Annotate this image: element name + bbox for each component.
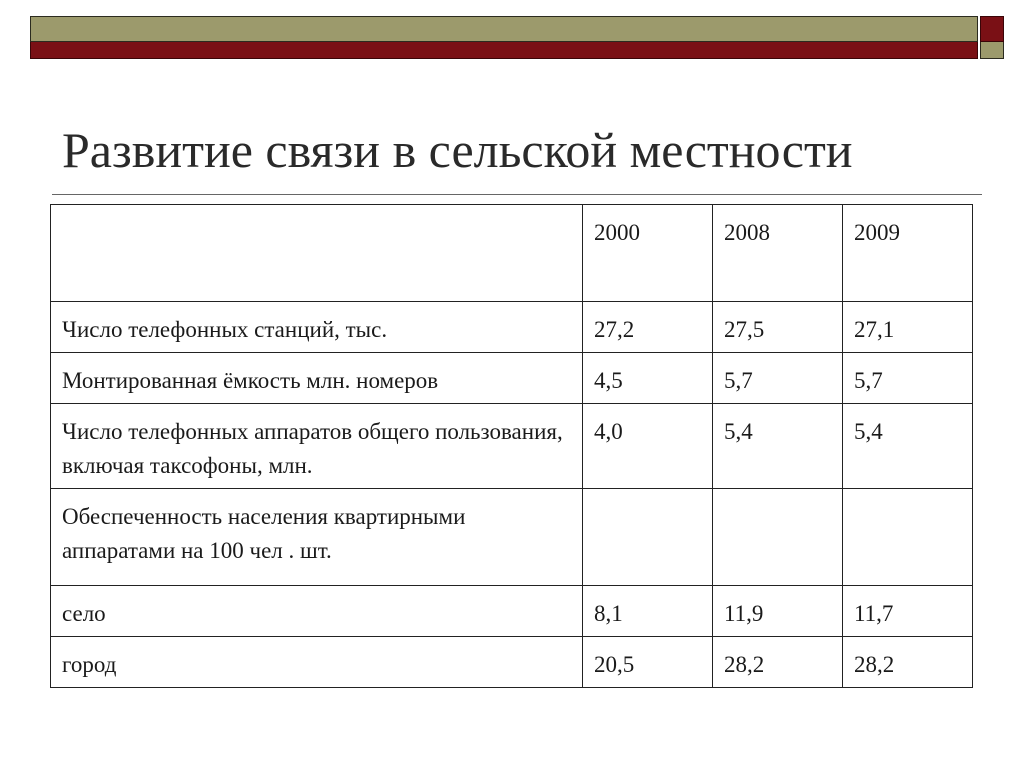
cell-value — [843, 489, 973, 586]
cell-value: 5,7 — [843, 353, 973, 404]
row-label: Число телефонных станций, тыс. — [51, 302, 583, 353]
cell-value: 11,9 — [713, 586, 843, 637]
table-row — [51, 489, 973, 586]
title-divider — [52, 194, 982, 195]
data-table — [50, 204, 973, 688]
row-label: село — [51, 586, 583, 637]
table-row — [51, 404, 973, 489]
row-label: Обеспеченность населения квартирными аппаратами на 100 чел . шт. — [51, 489, 583, 586]
row-label: Монтированная ёмкость млн. номеров — [51, 353, 583, 404]
cell-value: 4,5 — [583, 353, 713, 404]
cell-value: 27,1 — [843, 302, 973, 353]
header-year-2008: 2008 — [713, 205, 843, 302]
cell-value: 27,5 — [713, 302, 843, 353]
header-bar-olive — [30, 16, 978, 42]
header-year-2009: 2009 — [843, 205, 973, 302]
table-header-row — [51, 205, 973, 302]
cell-value: 8,1 — [583, 586, 713, 637]
table-row — [51, 353, 973, 404]
cell-value: 28,2 — [843, 637, 973, 688]
header-bar-maroon — [30, 42, 978, 59]
corner-square-maroon — [980, 16, 1004, 42]
header-year-2000: 2000 — [583, 205, 713, 302]
header-empty-cell — [51, 205, 583, 302]
cell-value: 4,0 — [583, 404, 713, 489]
slide-title: Развитие связи в сельской местности — [62, 122, 853, 178]
cell-value: 5,4 — [713, 404, 843, 489]
table-row — [51, 302, 973, 353]
cell-value: 11,7 — [843, 586, 973, 637]
table-row — [51, 586, 973, 637]
row-label: город — [51, 637, 583, 688]
table-row — [51, 637, 973, 688]
cell-value: 28,2 — [713, 637, 843, 688]
row-label: Число телефонных аппаратов общего пользования, включая таксофоны, млн. — [51, 404, 583, 489]
cell-value: 20,5 — [583, 637, 713, 688]
cell-value — [713, 489, 843, 586]
cell-value: 27,2 — [583, 302, 713, 353]
cell-value: 5,4 — [843, 404, 973, 489]
cell-value — [583, 489, 713, 586]
corner-square-olive — [980, 42, 1004, 59]
cell-value: 5,7 — [713, 353, 843, 404]
